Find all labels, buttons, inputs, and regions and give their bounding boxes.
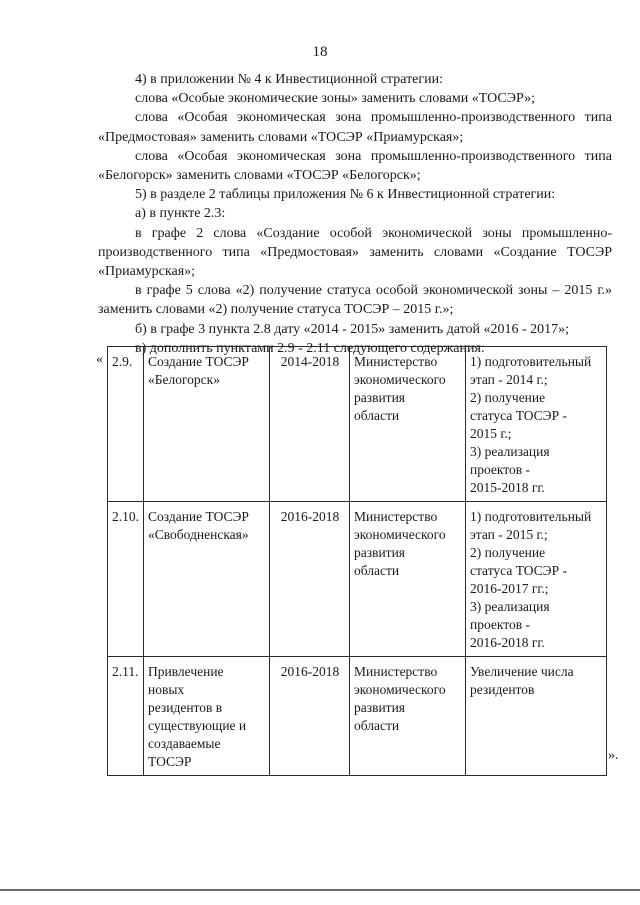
expected-result-cell: Увеличение числа резидентов — [466, 657, 607, 776]
item-number-cell: 2.11. — [108, 657, 144, 776]
page-number: 18 — [312, 44, 328, 60]
amendment-text — [98, 70, 612, 358]
paragraph-osobye-zony: слова «Особые экономические зоны» заменить словами «ТОСЭР»; — [135, 91, 536, 107]
measure-name-cell: Привлечение новых резидентов в существующие и создаваемые ТОСЭР — [144, 657, 270, 776]
table-row — [108, 347, 607, 502]
table-row — [108, 502, 607, 657]
item-number-cell: 2.10. — [108, 502, 144, 657]
paragraph-belogorsk: слова «Особая экономическая зона промышленно-производственного типа «Белогорск» заменить словами «ТОСЭР «Белогорск»; — [98, 148, 612, 184]
measure-name-cell: Создание ТОСЭР «Белогорск» — [144, 347, 270, 502]
page-bottom-edge — [0, 889, 640, 891]
paragraph-grafa-5: в графе 5 слова «2) получение статуса особой экономической зоны – 2015 г.» заменить словами «2) получение статуса ТОСЭР – 2015 г.»; — [98, 283, 612, 318]
table-row — [108, 657, 607, 776]
measures-table — [107, 346, 607, 776]
item-number-cell: 2.9. — [108, 347, 144, 502]
paragraph-item-4: 4) в приложении № 4 к Инвестиционной стратегии: — [135, 72, 444, 87]
paragraph-item-5: 5) в разделе 2 таблицы приложения № 6 к Инвестиционной стратегии: — [135, 187, 556, 203]
period-cell: 2016-2018 — [270, 502, 350, 657]
expected-result-cell: 1) подготовительный этап - 2014 г.; 2) получение статуса ТОСЭР - 2015 г.; 3) реализация проектов - 2015-2018 гг. — [466, 347, 607, 502]
paragraph-item-5a: а) в пункте 2.3: — [135, 206, 226, 222]
paragraph-predmostovaya: слова «Особая экономическая зона промышленно-производственного типа «Предмостовая» заменить словами «ТОСЭР «Приамурская»; — [98, 110, 612, 145]
measure-name-cell: Создание ТОСЭР «Свободненская» — [144, 502, 270, 657]
responsible-cell: Министерство экономического развития области — [350, 657, 466, 776]
paragraph-grafa-2: в графе 2 слова «Создание особой экономической зоны промышленно-производственного типа «Предмостовая» заменить словами «Создание ТОСЭР «Приамурская»; — [98, 225, 612, 280]
expected-result-cell: 1) подготовительный этап - 2015 г.; 2) получение статуса ТОСЭР - 2016-2017 гг.; 3) реализация проектов - 2016-2018 гг. — [466, 502, 607, 657]
paragraph-item-5b: б) в графе 3 пункта 2.8 дату «2014 - 2015» заменить датой «2016 - 2017»; — [135, 321, 570, 337]
period-cell: 2014-2018 — [270, 347, 350, 502]
paragraph-item-5v: в) дополнить пунктами 2.9 - 2.11 следующего содержания: — [135, 340, 485, 356]
closing-quote-mark: ». — [608, 748, 619, 763]
opening-quote-mark: « — [96, 352, 103, 367]
period-cell: 2016-2018 — [270, 657, 350, 776]
responsible-cell: Министерство экономического развития области — [350, 347, 466, 502]
responsible-cell: Министерство экономического развития области — [350, 502, 466, 657]
